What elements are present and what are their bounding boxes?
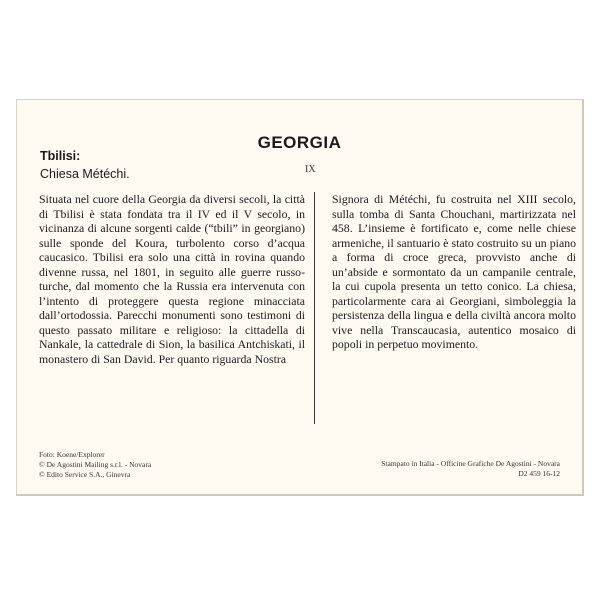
- credit-line: © Edito Service S.A., Ginevra: [39, 469, 131, 479]
- credit-line: © De Agostini Mailing s.r.l. - Novara: [39, 459, 152, 469]
- card-title: GEORGIA: [257, 133, 342, 152]
- credit-line: Foto: Koene/Explorer: [39, 450, 105, 459]
- postcard-back: [16, 99, 584, 496]
- catalog-code: D2 459 16-12: [518, 468, 560, 478]
- printer-line: Stampato in Italia - Officine Grafiche De Agostini - Novara: [381, 459, 560, 468]
- text-column-right: Signora di Météchi, fu costruita nel XIII secolo, sulla tomba di Santa Chouchani, martirizzata nel 458. L’insieme è fortificato e, come nelle chiese armeniche, il santuario è stato costruito su un piano a forma di croce greca, provvisto anche di un’abside e sormontato da un campanile centrale, la cui cupola presenta un tetto conico. La chiesa, particolarmente cara ai Georgiani, simboleggia la persistenza della lingua e della civiltà ancora molto vive nella Transcaucasia, autentico mosaico di popoli in perpetuo movimento.: [314, 192, 576, 424]
- subject-heading: Chiesa Météchi.: [40, 167, 130, 181]
- credits-right: [381, 459, 560, 479]
- city-heading: Tbilisi:: [40, 149, 81, 163]
- card-number: IX: [305, 164, 316, 175]
- text-column-left: Situata nel cuore della Georgia da diversi secoli, la città di Tbilisi è stata fondata tra il IV ed il V secolo, in vicinanza di alcune sorgenti calde (“tbili” in georgiano) sulle sponde del Koura, turbolento corso d’acqua caucasico. Tbilisi era solo una città in rovina quando divenne russa, nel 1801, in seguito alle guerre russo-turche, dal momento che la Russia era intervenuta con l’intento di proteggere questa regione minacciata dall’ortodossia. Parecchi monumenti sono testimoni di questo passato militare e religioso: la cittadella di Nankale, la cattedrale di Sion, la basilica Antchiskati, il monastero di San David. Per quanto riguarda Nostra: [39, 192, 305, 366]
- credits-left: [39, 450, 151, 479]
